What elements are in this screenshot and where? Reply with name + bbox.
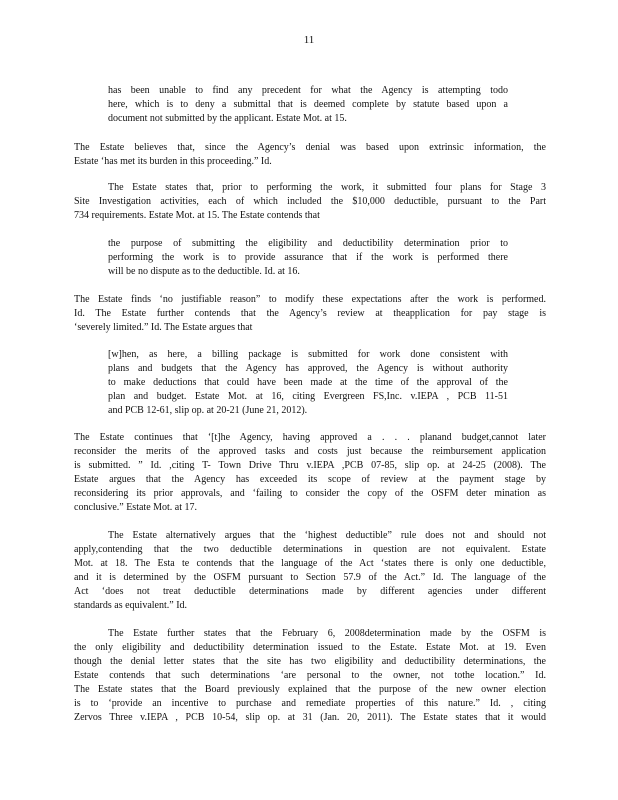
- text-line: Estate contends that such determinations ‘are personal to the owner, not tothe location.” Id.: [74, 670, 546, 681]
- page-number: 11: [303, 34, 315, 46]
- text-line: standards as equivalent.” Id.: [74, 600, 188, 611]
- text-line: [w]hen, as here, a billing package is submitted for work done consistent with: [108, 349, 508, 360]
- text-line: is submitted. ” Id. ,citing T- Town Drive Thru v.IEPA ,PCB 07-85, slip op. at 24-25 (2008). The: [74, 460, 546, 471]
- paragraph-6: [74, 627, 546, 725]
- text-line: here, which is to deny a submittal that is deemed complete by statute based upon a: [108, 99, 508, 110]
- text-line: The Estate continues that ‘[t]he Agency, having approved a . . . planand budget,cannot later: [74, 432, 546, 443]
- text-line: performing the work is to provide assurance that if the work is performed there: [108, 252, 508, 263]
- text-line: and PCB 12-61, slip op. at 20-21 (June 21, 2012).: [108, 405, 308, 416]
- text-line: the only eligibility and deductibility determination issued to the Estate. Estate Mot. at 19. Even: [74, 642, 546, 653]
- text-line: document not submitted by the applicant. Estate Mot. at 15.: [108, 113, 347, 124]
- text-line: conclusive.” Estate Mot. at 17.: [74, 502, 198, 513]
- text-line: The Estate further states that the February 6, 2008determination made by the OSFM is: [108, 628, 546, 639]
- text-line: The Estate states that the Board previously explained that the purpose of the new owner election: [74, 684, 546, 695]
- text-line: Mot. at 18. The Esta te contends that the language of the Act ‘states there is only one deductible,: [74, 558, 546, 569]
- text-line: Estate ‘has met its burden in this proceeding.” Id.: [74, 156, 272, 167]
- text-line: ‘severely limited.” Id. The Estate argues that: [74, 322, 253, 333]
- paragraph-3: [74, 293, 546, 335]
- text-line: Site Investigation activities, each of which included the $10,000 deductible, pursuant to the Part: [74, 196, 546, 207]
- text-line: Estate argues that the Agency has exceeded its scope of review at the payment stage by: [74, 474, 546, 485]
- text-line: The Estate believes that, since the Agency’s denial was based upon extrinsic information, the: [74, 142, 546, 153]
- text-line: has been unable to find any precedent for what the Agency is attempting todo: [108, 85, 508, 96]
- text-line: and it is determined by the OSFM pursuant to Section 57.9 of the Act.” Id. The language of the: [74, 572, 546, 583]
- text-line: apply,contending that the two deductible determinations in question are not equivalent. Estate: [74, 544, 546, 555]
- paragraph-5: [74, 529, 546, 613]
- text-line: 734 requirements. Estate Mot. at 15. The Estate contends that: [74, 210, 320, 221]
- quote-block-3: [108, 348, 508, 418]
- text-line: The Estate alternatively argues that the ‘highest deductible” rule does not and should not: [108, 530, 546, 541]
- text-line: is to ‘provide an incentive to purchase and remediate properties of this nature.” Id. , citing: [74, 698, 546, 709]
- text-line: to make deductions that could have been made at the time of the approval of the: [108, 377, 508, 388]
- text-line: though the denial letter states that the site has two eligibility and deductibility determinations, the: [74, 656, 546, 667]
- quote-block-2: [108, 237, 508, 279]
- text-line: the purpose of submitting the eligibility and deductibility determination prior to: [108, 238, 508, 249]
- text-line: plan and budget. Estate Mot. at 16, citing Evergreen FS,Inc. v.IEPA , PCB 11-51: [108, 391, 508, 402]
- text-line: plans and budgets that the Agency has approved, the Agency is without authority: [108, 363, 508, 374]
- text-line: reconsidering its prior approvals, and ‘failing to consider the copy of the OSFM deter mination as: [74, 488, 546, 499]
- text-line: reconsider the merits of the approved tasks and costs just because the reimbursement application: [74, 446, 546, 457]
- paragraph-4: [74, 431, 546, 515]
- text-line: will be no dispute as to the deductible. Id. at 16.: [108, 266, 300, 277]
- text-line: The Estate states that, prior to performing the work, it submitted four plans for Stage 3: [108, 182, 546, 193]
- quote-block-1: [108, 84, 508, 126]
- text-line: Zervos Three v.IEPA , PCB 10-54, slip op. at 31 (Jan. 20, 2011). The Estate states that it would: [74, 712, 546, 723]
- text-line: The Estate finds ‘no justifiable reason” to modify these expectations after the work is performed.: [74, 294, 546, 305]
- text-line: Act ‘does not treat deductible determinations made by different agencies under different: [74, 586, 546, 597]
- paragraph-2: [74, 181, 546, 223]
- paragraph-1: [74, 141, 546, 169]
- text-line: Id. The Estate further contends that the Agency’s review at theapplication for pay stage is: [74, 308, 546, 319]
